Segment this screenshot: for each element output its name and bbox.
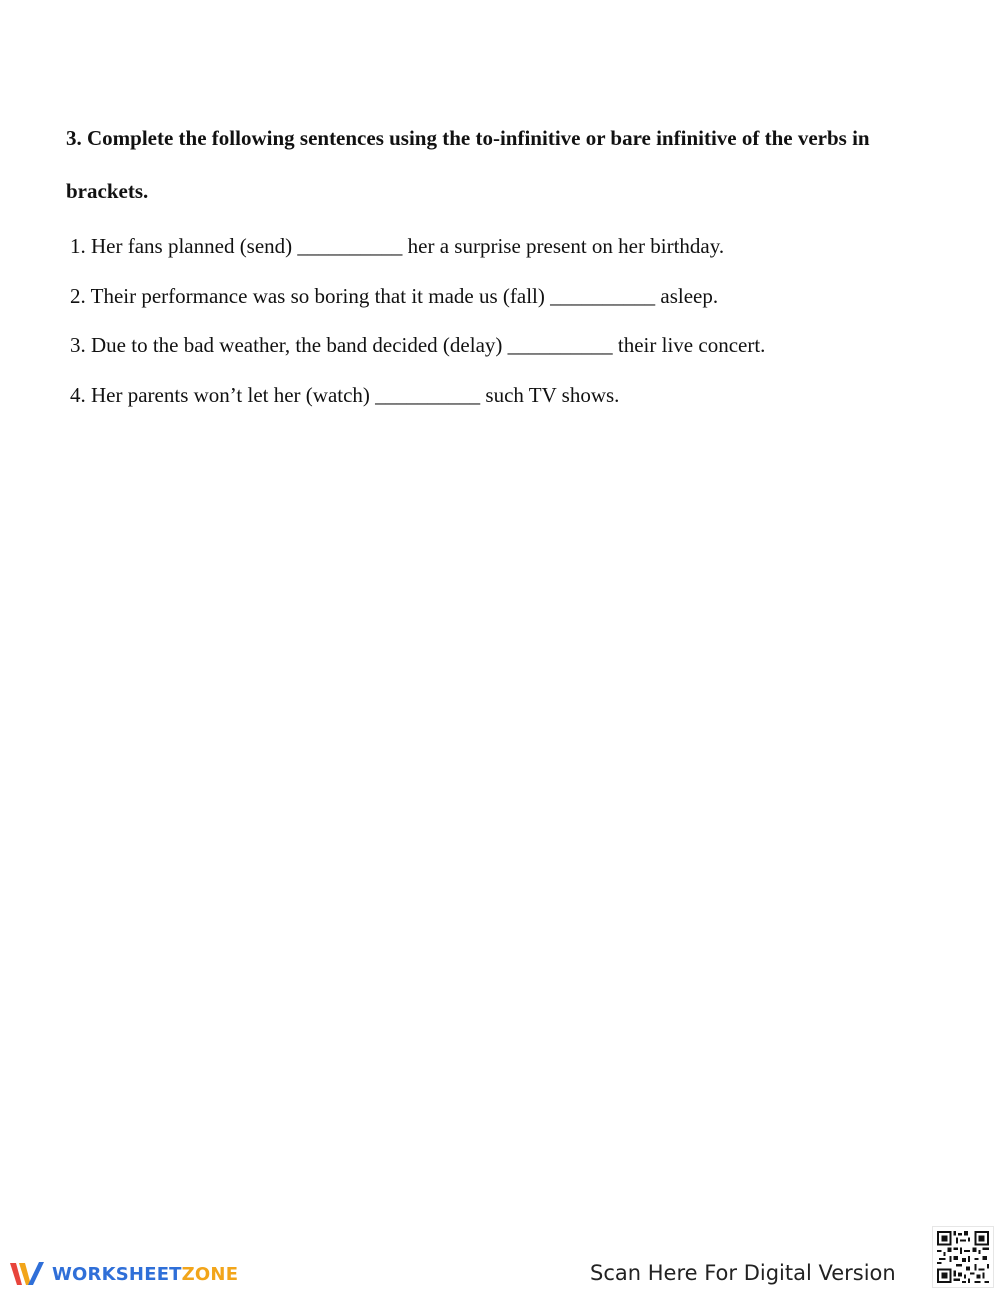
worksheetzone-logo[interactable] <box>8 1258 238 1290</box>
exercise-item-3: 3. Due to the bad weather, the band decided (delay) __________ their live concert. <box>70 333 766 357</box>
exercise-item-2: 2. Their performance was so boring that it made us (fall) __________ asleep. <box>70 283 719 308</box>
brand-name-part1: WORKSHEET <box>52 1263 182 1285</box>
worksheetzone-logo-icon <box>8 1259 48 1289</box>
exercise-list <box>70 222 970 420</box>
exercise-instruction: 3. Complete the following sentences using the to-infinitive or bare infinitive of the verbs in brackets. <box>66 126 870 203</box>
exercise-item-4: 4. Her parents won’t let her (watch) __________ such TV shows. <box>70 382 620 407</box>
scan-digital-version-text: Scan Here For Digital Version <box>590 1261 896 1285</box>
exercise-item-1: 1. Her fans planned (send) __________ her a surprise present on her birthday. <box>70 234 725 258</box>
qr-code-icon[interactable] <box>932 1226 994 1288</box>
brand-name-part2: ZONE <box>181 1263 239 1285</box>
brand-name <box>52 1264 238 1285</box>
